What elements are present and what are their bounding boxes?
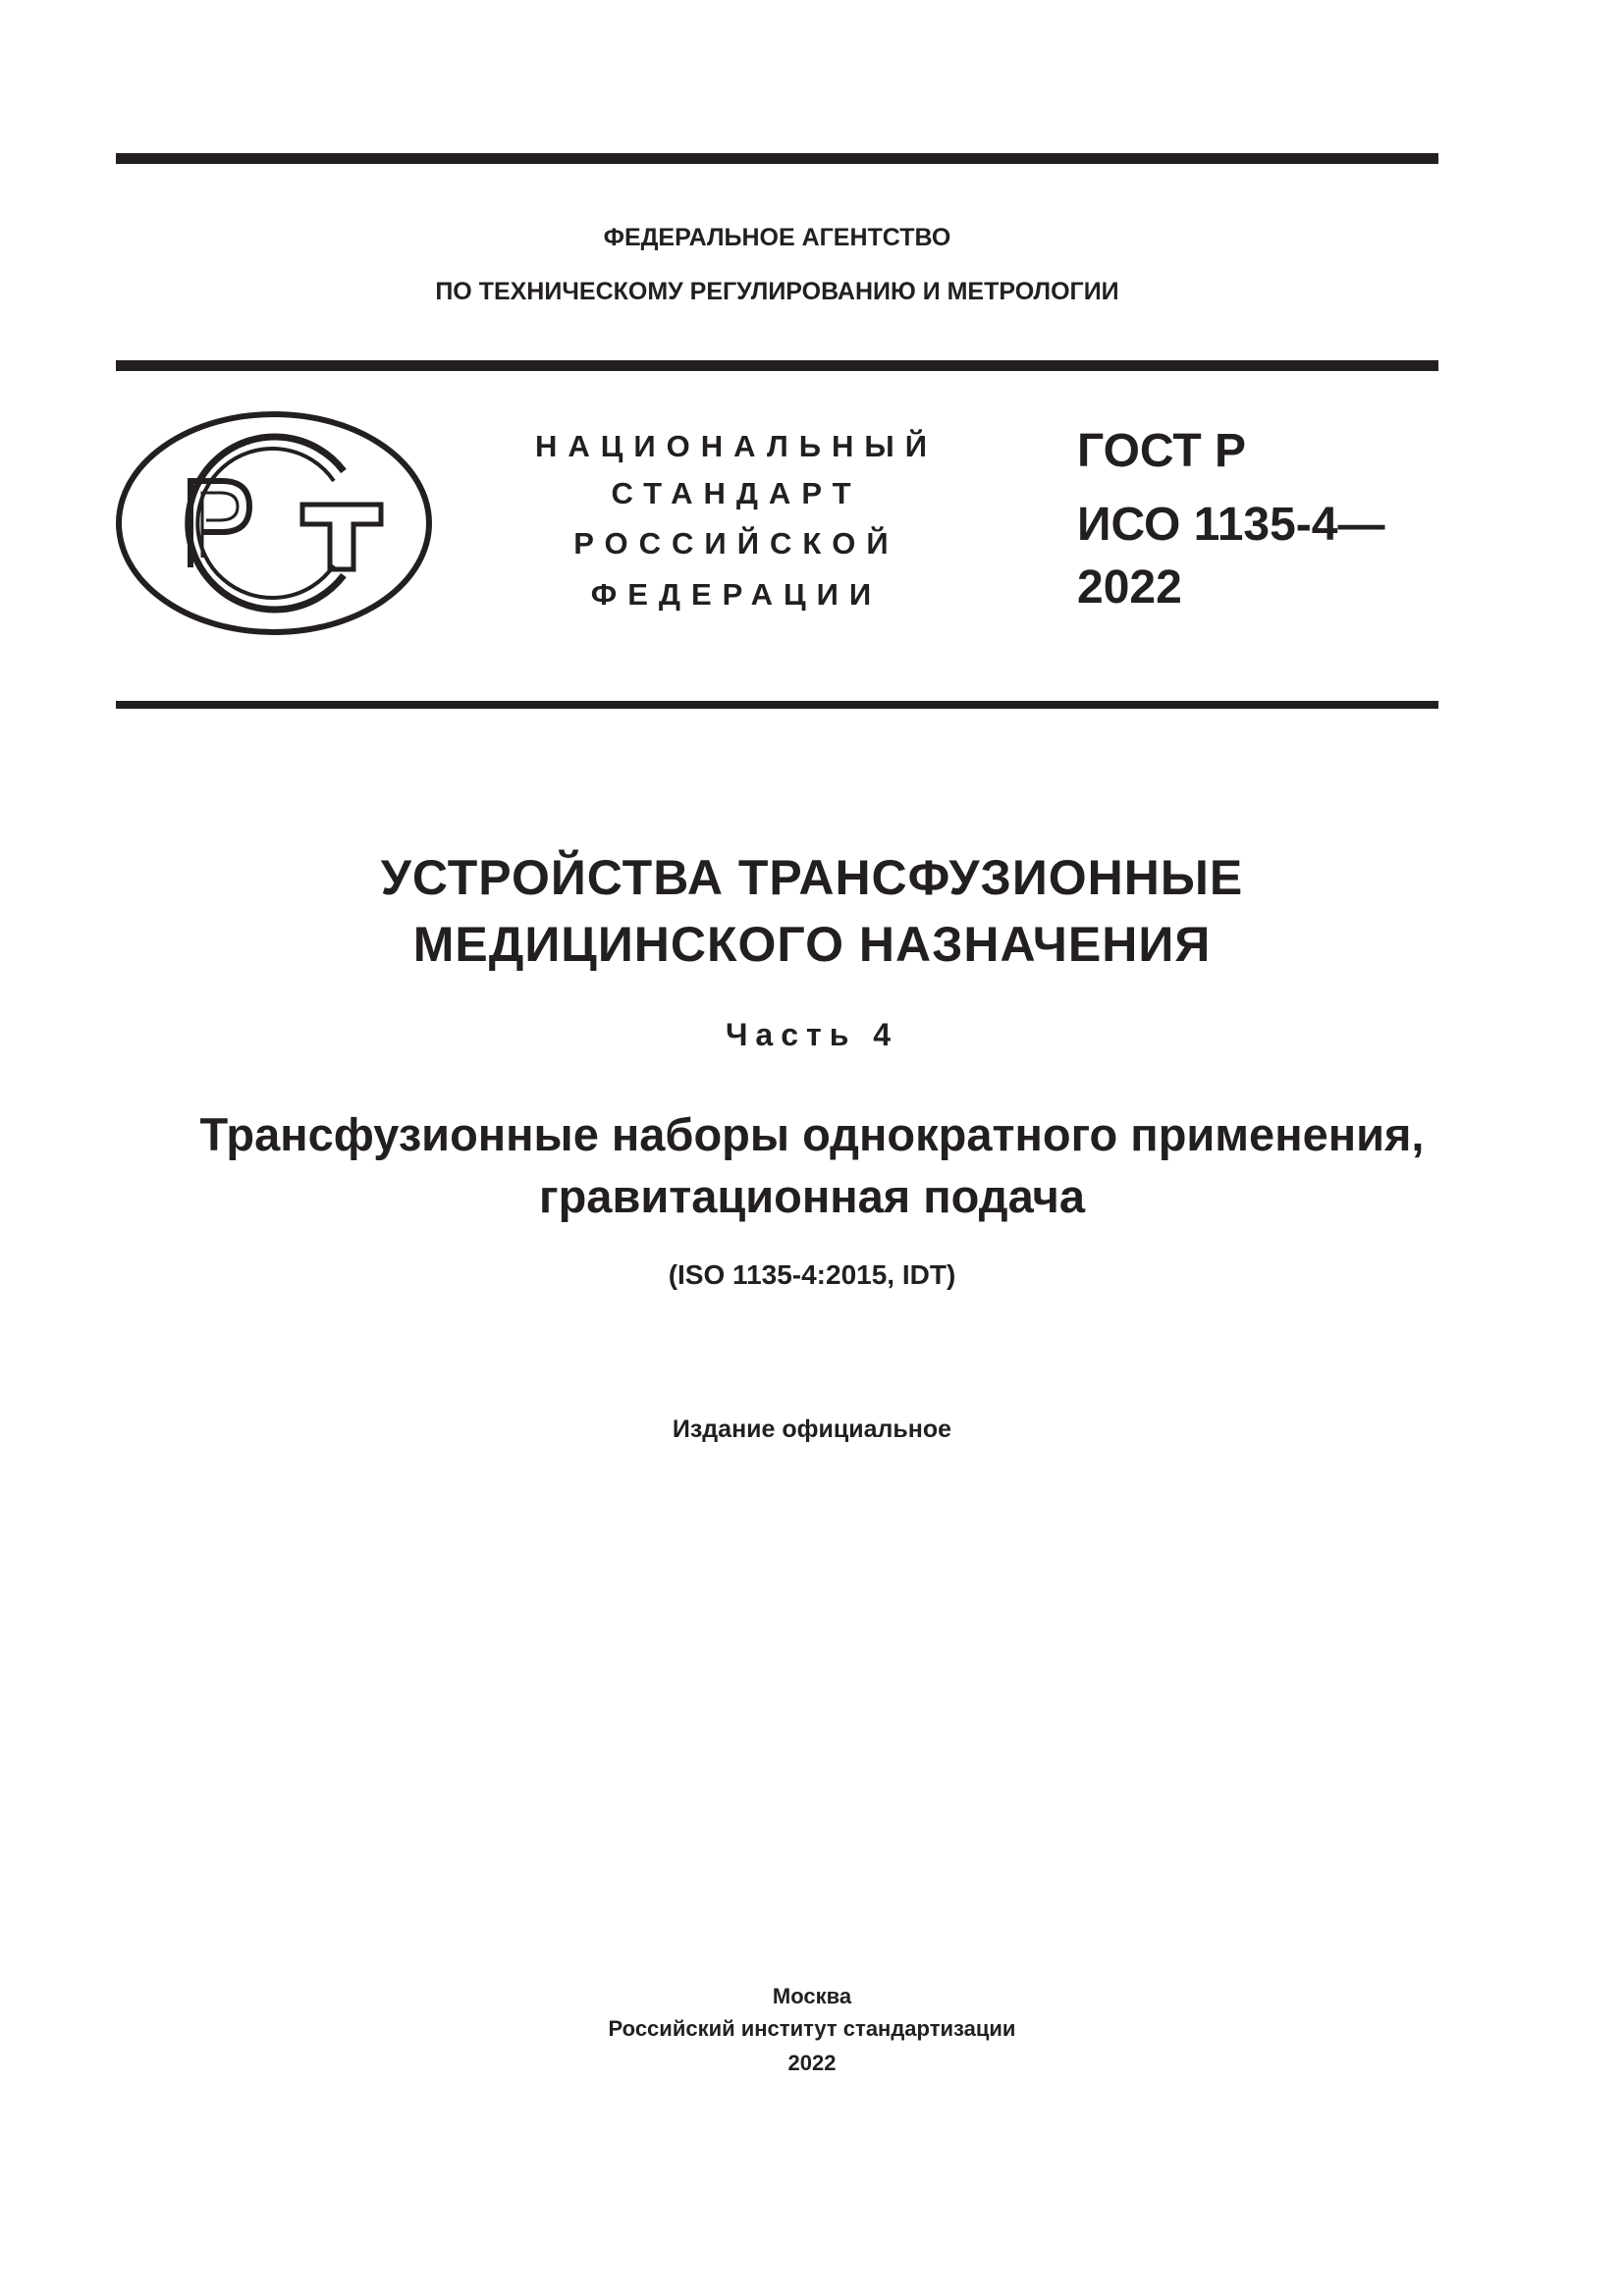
document-subtitle-line1: Трансфузионные наборы однократного применения, (199, 1108, 1425, 1160)
rst-logo-icon (116, 410, 432, 636)
national-standard-line2: СТАНДАРТ (611, 476, 862, 510)
publisher-organization: Российский институт стандартизации (608, 2016, 1016, 2041)
document-title-line2: МЕДИЦИНСКОГО НАЗНАЧЕНИЯ (412, 917, 1212, 972)
national-standard-line1: НАЦИОНАЛЬНЫЙ (534, 429, 939, 463)
designation-line1: ГОСТ Р (1077, 425, 1247, 477)
title-block-rule (116, 701, 1438, 709)
designation-line3: 2022 (1077, 561, 1182, 614)
national-standard-line3: РОССИЙСКОЙ (573, 526, 899, 561)
header-divider-rule (116, 360, 1438, 371)
publisher-city: Москва (772, 1984, 852, 2008)
part-number: Часть 4 (725, 1017, 899, 1052)
agency-name-line1: ФЕДЕРАЛЬНОЕ АГЕНТСТВО (603, 224, 951, 251)
top-rule (116, 153, 1438, 164)
agency-name-line2: ПО ТЕХНИЧЕСКОМУ РЕГУЛИРОВАНИЮ И МЕТРОЛОГИИ (435, 278, 1119, 305)
document-subtitle-line2: гравитационная подача (539, 1170, 1085, 1222)
edition-note: Издание официальное (672, 1415, 952, 1443)
publication-year: 2022 (787, 2051, 837, 2075)
designation-line2: ИСО 1135-4— (1077, 499, 1385, 551)
document-title-line1: УСТРОЙСТВА ТРАНСФУЗИОННЫЕ (380, 850, 1244, 905)
national-standard-line4: ФЕДЕРАЦИИ (590, 577, 883, 612)
iso-reference: (ISO 1135-4:2015, IDT) (668, 1259, 956, 1290)
